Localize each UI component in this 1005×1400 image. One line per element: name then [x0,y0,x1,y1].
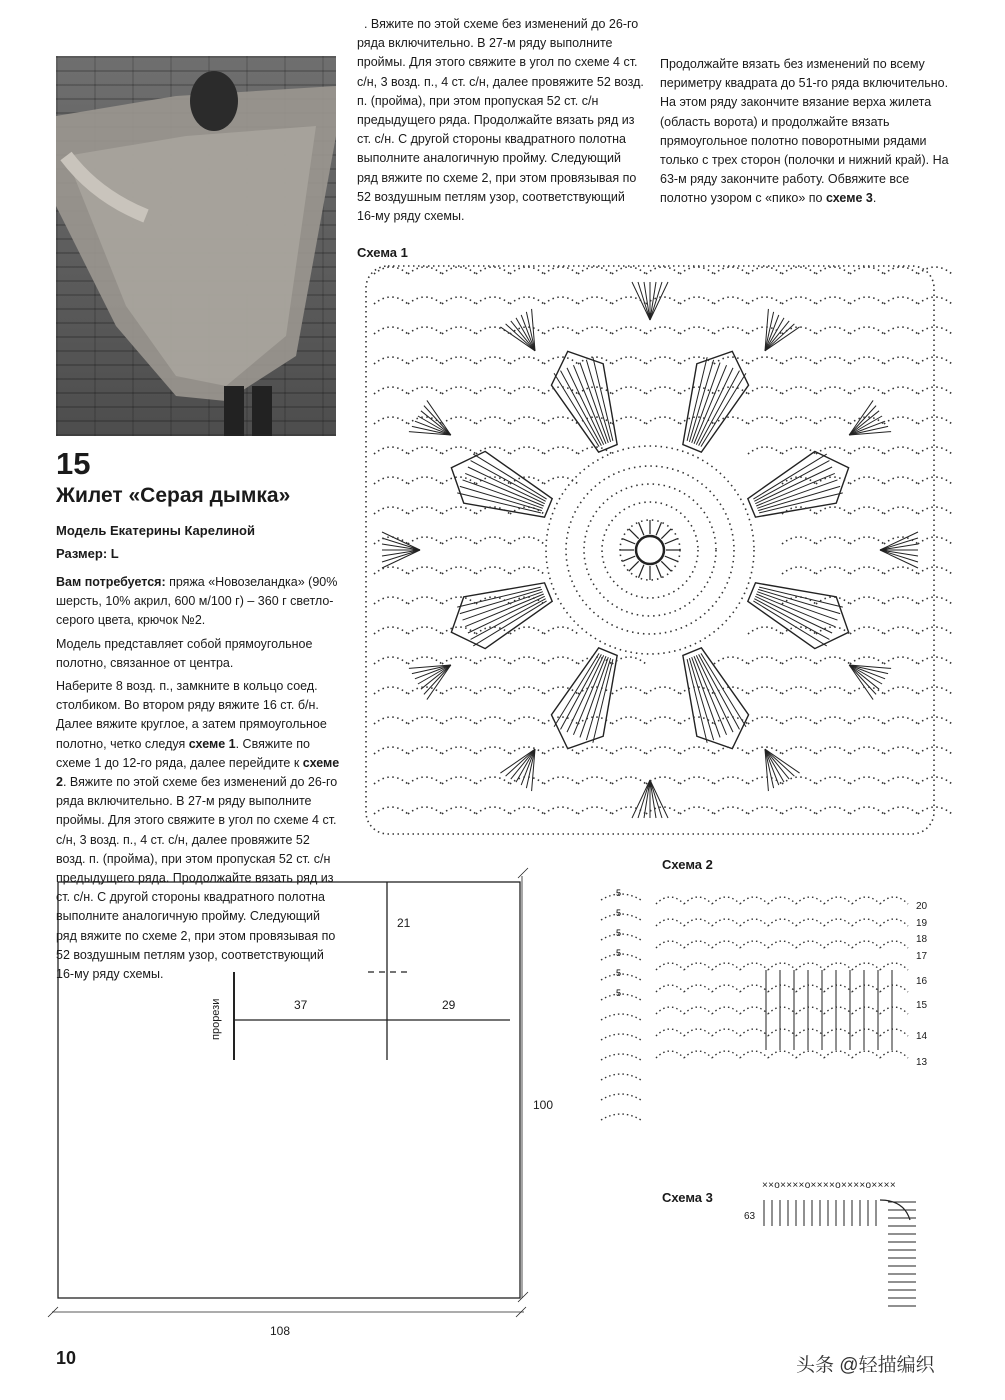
dim-37: 37 [294,998,308,1012]
schema2-row-20: 20 [916,901,928,912]
materials-text: пряжа «Новозеландка» (90% шерсть, 10% акрил, 600 м/100 г) – 360 г светло-серого цвета, крючок №2. [56,575,338,628]
watermark: 头条 @轻描编织 [796,1355,935,1376]
schema2-row-18: 18 [916,934,928,945]
article-number: 15 [56,446,91,481]
svg-text:5: 5 [616,928,622,938]
finishing-paragraph: Продолжайте вязать без изменений по всему периметру квадрата до 51-го ряда включительно. На этом ряду закончите вязание верха жилета (область ворота) и продолжайте вязать прямоугольное полотно поворотными рядами только с трех сторон (полочки и нижний край). На 63-м ряду закончите работу. Обвяжите все полотно узором с «пико» по схеме 3. [660,57,949,206]
schema2-row-16: 16 [916,976,928,987]
svg-text:5: 5 [616,948,622,958]
schema1-ref: схеме 1 [188,736,236,751]
svg-text:5: 5 [616,988,622,998]
schema3-ref: схеме 3 [825,191,873,206]
schema2-ref: схеме 2 [56,755,340,790]
schema1-diagram [362,262,938,838]
dim-29: 29 [442,998,456,1012]
text-column-3 [660,55,955,213]
schema2-label: Схема 2 [662,857,713,872]
center-ring [636,536,664,564]
dim-100: 100 [533,1098,554,1112]
article-size: Размер: L [56,546,119,561]
dim-21: 21 [397,916,411,930]
schema3-row-63: 63 [744,1211,756,1222]
article-title: Жилет «Серая дымка» [56,484,291,507]
materials-label: Вам потребуется: [56,575,166,589]
text-column-1 [56,573,340,982]
schema3-row-marks: ××о××××о××××о××××о×××× [762,1180,896,1191]
photo-illustration [56,56,336,436]
text-column-2 [357,17,645,233]
schema3-label: Схема 3 [662,1190,713,1205]
schema2-row-14: 14 [916,1031,928,1042]
instructions-paragraph: Наберите 8 возд. п., замкните в кольцо соед. столбиком. Во втором ряду вяжите 16 ст. б/н. Далее вяжите круглое, а затем прямоугольное полотно, четко следуя схеме 1. Свяжите по схеме 1 до 12-го ряда, далее перейдите к схеме 2. Вяжите по этой схеме без изменений до 26-го ряда включительно. В 27-м ряду выполните проймы. Для этого свяжите в угол по схеме 4 ст. с/н, 3 возд. п., 4 ст. с/н, далее провяжите 52 возд. п. (пройма), при этом пропуская 52 ст. с/н предыдущего ряда. Продолжайте вязать ряд из ст. с/н. С другой стороны квадратного полотна выполните аналогичную пройму. Следующий ряд вяжите по схеме 2, при этом провязывая по 52 воздушным петлям узор, соответствующий 16-му ряду схемы. [56,679,340,982]
garment-pattern [48,872,548,1342]
slit-label: прорези [210,998,222,1040]
schema2-row-15: 15 [916,1000,928,1011]
article-author: Модель Екатерины Карелиной [56,523,255,538]
svg-text:5: 5 [616,888,622,898]
model-description: Модель представляет собой прямоугольное полотно, связанное от центра. [56,636,313,670]
materials-paragraph [56,573,340,631]
schema2-row-19: 19 [916,918,928,929]
schema3-diagram [740,1178,940,1328]
svg-text:5: 5 [616,968,622,978]
instructions-continued: . Вяжите по этой схеме без изменений до 26-го ряда включительно. В 27-м ряду выполните проймы. Для этого свяжите в угол по схеме 4 ст. с/н, 3 возд. п., 4 ст. с/н, далее провяжите 52 возд. п. (пройма), при этом пропуская 52 ст. с/н предыдущего ряда. Продолжайте вязать ряд из ст. с/н. С другой стороны квадратного полотна выполните аналогичную пройму. Следующий ряд вяжите по схеме 2, при этом провязывая по 52 воздушным петлям узор, соответствующий 16-му ряду схемы. [357,17,644,224]
schema2-row-13: 13 [916,1057,928,1068]
page-number: 10 [56,1348,77,1368]
schema1-label: Схема 1 [357,245,408,260]
svg-text:5: 5 [616,908,622,918]
model-photo [56,56,336,436]
schema2-diagram [596,880,916,1160]
schema2-row-17: 17 [916,951,928,962]
dim-108: 108 [270,1324,291,1338]
